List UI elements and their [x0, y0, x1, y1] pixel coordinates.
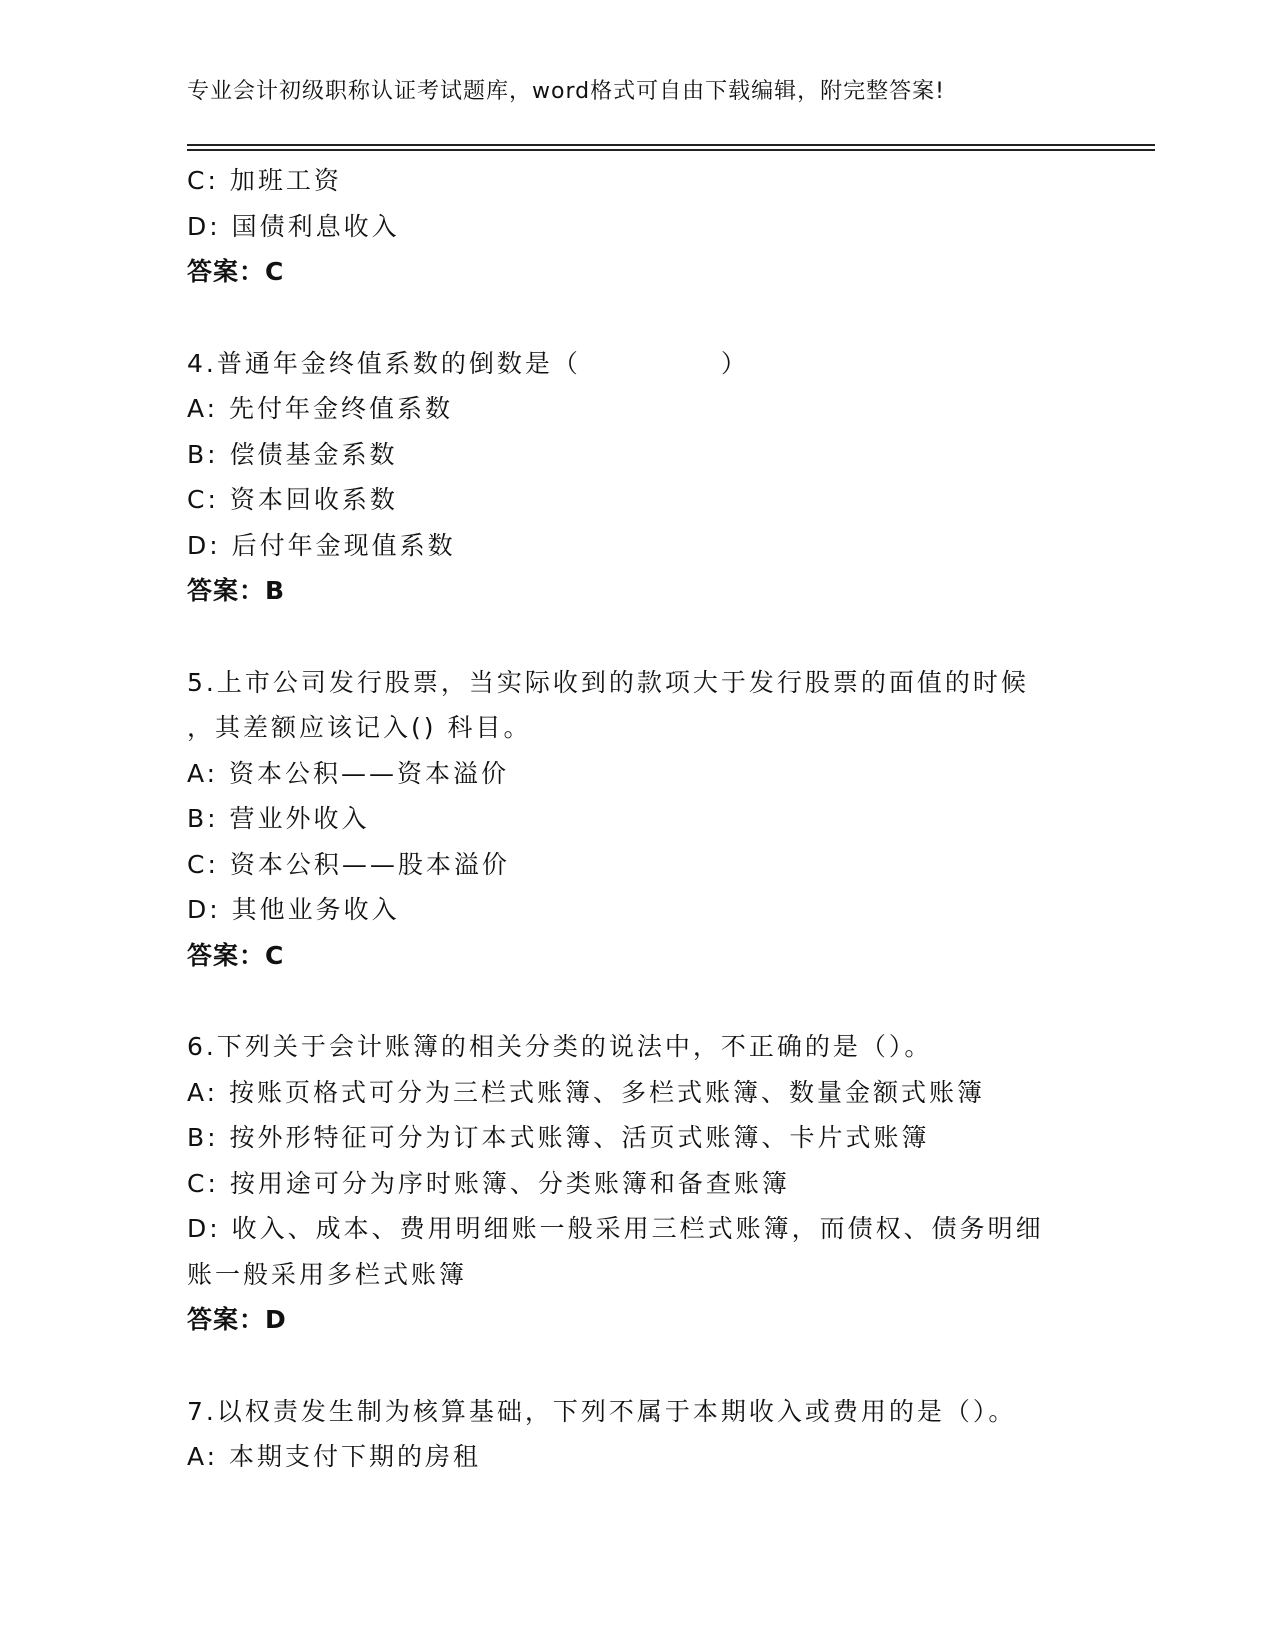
- option-a: A: 先付年金终值系数: [187, 394, 454, 423]
- option-d-continued: 账一般采用多栏式账簿: [187, 1259, 468, 1289]
- answer-line: 答案：C: [187, 257, 285, 286]
- question-text-continued: ，其差额应该记入() 科目。: [187, 713, 532, 742]
- question-3-continuation: [187, 158, 1087, 295]
- option-d: D: 国债利息收入: [187, 211, 400, 241]
- answer-line: 答案：D: [187, 1305, 287, 1334]
- question-7: [187, 1389, 1087, 1480]
- question-text: 4.普通年金终值系数的倒数是（ ）: [187, 348, 749, 378]
- option-b: B: 营业外收入: [187, 804, 370, 833]
- question-text: 6.下列关于会计账簿的相关分类的说法中，不正确的是（）。: [187, 1032, 933, 1061]
- option-c: C: 资本回收系数: [187, 485, 398, 514]
- option-a: A: 本期支付下期的房租: [187, 1442, 482, 1471]
- question-text: 5.上市公司发行股票，当实际收到的款项大于发行股票的面值的时候: [187, 667, 1029, 697]
- option-a: A: 资本公积——资本溢价: [187, 758, 510, 788]
- option-d: D: 收入、成本、费用明细账一般采用三栏式账簿，而债权、债务明细: [187, 1214, 1044, 1243]
- option-c: C: 按用途可分为序时账簿、分类账簿和备查账簿: [187, 1168, 790, 1198]
- question-6: [187, 1024, 1087, 1343]
- header-divider: [187, 144, 1155, 151]
- option-b: B: 按外形特征可分为订本式账簿、活页式账簿、卡片式账簿: [187, 1123, 930, 1152]
- option-c: C: 加班工资: [187, 166, 342, 195]
- option-c: C: 资本公积——股本溢价: [187, 849, 510, 879]
- question-4: [187, 341, 1087, 614]
- answer-line: 答案：B: [187, 576, 286, 605]
- question-text: 7.以权责发生制为核算基础，下列不属于本期收入或费用的是（）。: [187, 1396, 1017, 1426]
- option-b: B: 偿债基金系数: [187, 439, 398, 469]
- question-5: [187, 660, 1087, 979]
- page-header: 专业会计初级职称认证考试题库，word格式可自由下载编辑，附完整答案!: [187, 79, 945, 104]
- option-d: D: 后付年金现值系数: [187, 530, 456, 560]
- option-a: A: 按账页格式可分为三栏式账簿、多栏式账簿、数量金额式账簿: [187, 1077, 986, 1107]
- answer-line: 答案：C: [187, 940, 285, 970]
- document-body: [187, 158, 1087, 1480]
- option-d: D: 其他业务收入: [187, 895, 400, 924]
